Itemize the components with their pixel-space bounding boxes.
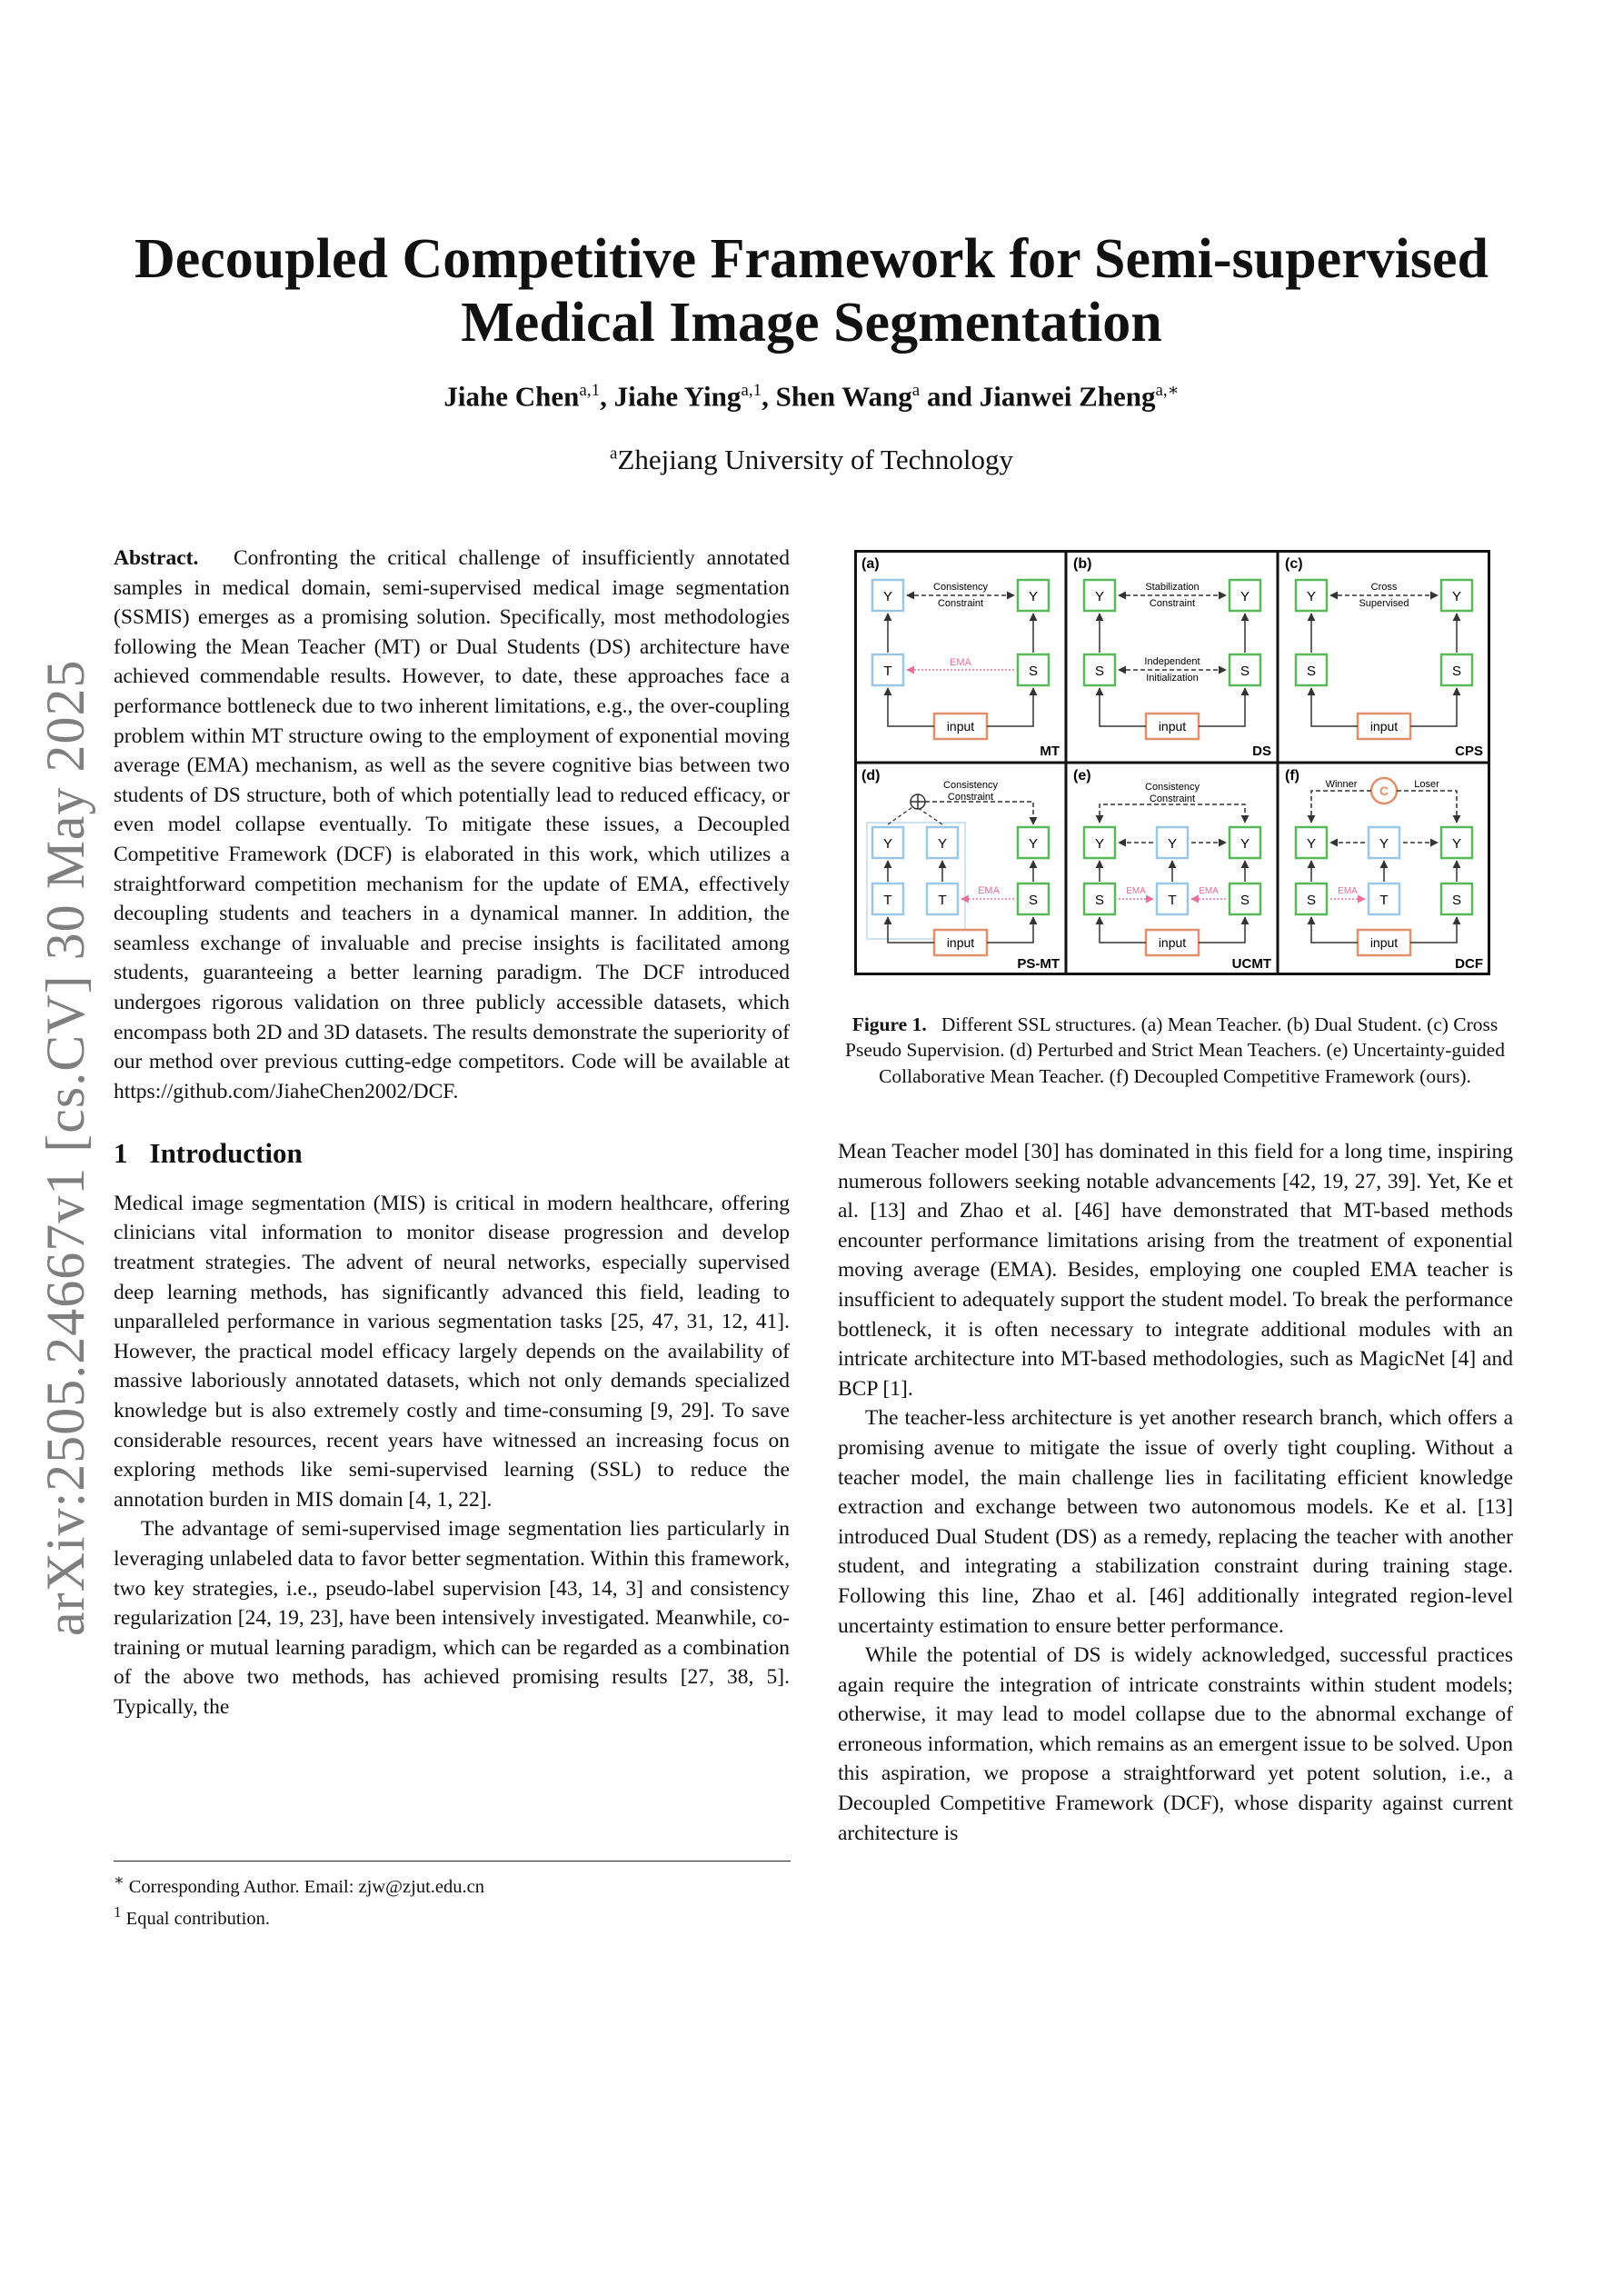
figure-caption (836, 1012, 1514, 1089)
author-sup: a,1 (579, 381, 601, 400)
section-number: 1 (114, 1137, 128, 1170)
panel-dcf (1285, 768, 1483, 972)
edge-label: Consistency (933, 582, 988, 593)
node-label: S (1306, 664, 1317, 679)
section-heading (114, 1139, 790, 1169)
edge-label: Consistency (1145, 782, 1200, 793)
ema-label: EMA (1338, 886, 1358, 896)
edge-label: Constraint (947, 792, 994, 803)
footnotes (114, 1868, 791, 1932)
y-box-label: Y (1028, 836, 1039, 852)
footnote-text: Equal contribution. (125, 1908, 270, 1929)
node-label: S (1306, 893, 1317, 908)
y-box-label: Y (1240, 589, 1250, 604)
paper-title (0, 227, 1623, 354)
author-list (0, 380, 1623, 413)
panel-name: CPS (1455, 744, 1483, 759)
author-sep: , (600, 380, 614, 413)
node-label: S (1028, 893, 1039, 908)
caption-label: Figure 1. (851, 1013, 927, 1035)
abstract-label: Abstract. (114, 546, 199, 570)
footnote-text: Corresponding Author. Email: zjw@zjut.edu.cn (128, 1876, 484, 1897)
edge-label: Initialization (1146, 673, 1199, 684)
node-label: T (1379, 893, 1389, 908)
panel-tag: (c) (1285, 556, 1303, 572)
panel-cps (1285, 556, 1483, 759)
footnote (114, 1900, 791, 1932)
edge-label: Loser (1414, 779, 1439, 790)
paragraph: The advantage of semi-supervised image segmentation lies particularly in leveraging unlabeled data to favor better segmentation. Within this framework, two key strategies, i.e., pseudo-label supervision [43, 14, 3] and consistency regularization [24, 19, 23], have been intensively investigated. Meanwhile, co-training or mutual learning paradigm, which can be regarded as a combination of the above two methods, has achieved promising results [27, 38, 5]. Typically, the (114, 1517, 790, 1719)
author-sup: a (911, 381, 921, 400)
y-box-label: Y (937, 836, 948, 852)
edge-label: Stabilization (1145, 582, 1200, 593)
edge-label: Winner (1325, 779, 1358, 790)
caption-text: Different SSL structures. (a) Mean Teacher. (b) Dual Student. (c) Cross Pseudo Supervision. (d) Perturbed and Strict Mean Teachers. (e) Uncertainty-guided Collaborative Mean Teacher. (f) Decoupled Competitive Framework (ours). (845, 1013, 1505, 1087)
y-box-label: Y (1094, 836, 1105, 852)
y-box-label: Y (1379, 836, 1389, 852)
ema-label: EMA (978, 885, 1000, 896)
node-label: S (1451, 893, 1462, 908)
edge-label: Constraint (937, 598, 984, 609)
figure-1 (854, 550, 1490, 975)
author-name: Jiahe Chen (443, 380, 580, 413)
author-sep: and (920, 380, 980, 413)
node-label: S (1240, 893, 1250, 908)
input-label: input (1158, 719, 1187, 734)
input-label: input (1158, 935, 1187, 950)
panel-tag: (e) (1073, 768, 1091, 784)
right-column (838, 1137, 1513, 1848)
edge-label: Constraint (1149, 794, 1196, 804)
edge-label: Cross (1370, 582, 1398, 593)
ema-label: EMA (1199, 886, 1219, 896)
node-label: T (883, 893, 892, 908)
author-name: Jianwei Zheng (979, 380, 1156, 413)
panel-tag: (f) (1285, 768, 1299, 784)
paragraph: Mean Teacher model [30] has dominated in this field for a long time, inspiring numerous followers seeking notable advancements [42, 19, 27, 39]. Yet, Ke et al. [13] and Zhao et al. [46] have demonstrated that MT-based methods encounter performance limitations arising from the treatment of exponential moving average (EMA). Besides, employing one coupled EMA teacher is insufficient to adequately support the student model. To break the performance bottleneck, it is often necessary to integrate additional modules with an intricate architecture into MT-based methodologies, such as MagicNet [4] and BCP [1]. (838, 1140, 1513, 1401)
panel-tag: (a) (861, 556, 880, 572)
title-line-2: Medical Image Segmentation (461, 292, 1162, 354)
author-sup: a,1 (741, 381, 762, 400)
ema-label: EMA (1126, 886, 1146, 896)
y-box-label: Y (1167, 836, 1178, 852)
y-box-label: Y (882, 589, 893, 604)
paragraph: Medical image segmentation (MIS) is critical in modern healthcare, offering clinicians vital information to monitor disease progression and develop treatment strategies. The advent of neural networks, especially supervised deep learning methods, has significantly advanced this field, leading to unparalleled performance in various segmentation tasks [25, 47, 31, 12, 41]. However, the practical model efficacy largely depends on the availability of massive laboriously annotated datasets, which not only demands specialized knowledge but is also extremely costly and time-consuming [9, 29]. To save considerable resources, recent years have witnessed an increasing focus on exploring methods like semi-supervised learning (SSL) to reduce the annotation burden in MIS domain [4, 1, 22]. (114, 1191, 790, 1512)
author-name: Shen Wang (775, 380, 912, 413)
y-box-label: Y (1306, 836, 1317, 852)
input-label: input (1369, 719, 1399, 734)
input-label: input (946, 719, 975, 734)
y-box-label: Y (1451, 589, 1462, 604)
panel-ucmt (1073, 768, 1271, 972)
arxiv-stamp: arXiv:2505.24667v1 [cs.CV] 30 May 2025 (35, 659, 95, 1636)
edge-label: Consistency (943, 780, 998, 791)
node-label: S (1094, 664, 1105, 679)
panel-ps-mt (861, 768, 1060, 972)
input-label: input (946, 935, 975, 950)
panel-tag: (b) (1073, 556, 1092, 572)
footnote-rule (114, 1861, 791, 1862)
node-label: T (1168, 893, 1177, 908)
node-label: T (883, 664, 892, 679)
y-box-label: Y (882, 836, 893, 852)
panel-name: DS (1252, 744, 1271, 759)
competition-node-label: C (1379, 784, 1389, 798)
y-box-label: Y (1028, 589, 1039, 604)
y-box-label: Y (1240, 836, 1250, 852)
edge-label: Supervised (1359, 598, 1409, 609)
ema-label: EMA (950, 657, 971, 668)
panel-name: MT (1040, 744, 1060, 759)
edge-label: Independent (1144, 656, 1200, 667)
node-label: S (1028, 664, 1039, 679)
author-sep: , (762, 380, 776, 413)
author-name: Jiahe Ying (613, 380, 742, 413)
node-label: T (938, 893, 947, 908)
paragraph: While the potential of DS is widely acknowledged, successful practices again require the integration of intricate constraints within student models; otherwise, it may lead to model collapse due to the abnormal exchange of erroneous information, which remains as an emergent issue to be solved. Upon this aspiration, we propose a straightforward yet potent solution, i.e., a Decoupled Competitive Framework (DCF), whose disparity against current architecture is (838, 1643, 1513, 1845)
figure-1-diagram (854, 550, 1490, 975)
panel-name: DCF (1455, 956, 1483, 972)
node-label: S (1451, 664, 1462, 679)
y-box-label: Y (1094, 589, 1105, 604)
title-line-1: Decoupled Competitive Framework for Semi-supervised (134, 228, 1489, 290)
paragraph: The teacher-less architecture is yet another research branch, which offers a promising avenue to mitigate the issue of overly tight coupling. Without a teacher model, the main challenge lies in facilitating efficient knowledge extraction and exchange between two autonomous models. Ke et al. [13] introduced Dual Student (DS) as a remedy, replacing the teacher with another student, and integrating a stabilization constraint during training stage. Following this line, Zhao et al. [46] additionally integrated region-level uncertainty estimation to ensure better performance. (838, 1406, 1513, 1638)
affiliation (0, 444, 1623, 476)
affiliation-text: Zhejiang University of Technology (617, 444, 1013, 475)
footnote-mark: 1 (114, 1902, 122, 1921)
edge-label: Constraint (1149, 598, 1196, 609)
panel-name: UCMT (1231, 956, 1271, 972)
panel-mt (861, 556, 1060, 759)
panel-tag: (d) (861, 768, 881, 784)
left-column (114, 544, 790, 1722)
y-box-label: Y (1451, 836, 1462, 852)
section-title: Introduction (149, 1137, 303, 1170)
affiliation-sup: a (610, 444, 618, 464)
footnote (114, 1868, 791, 1900)
author-sup: a,∗ (1155, 381, 1180, 400)
panel-name: PS-MT (1017, 956, 1060, 972)
abstract-text: Confronting the critical challenge of insufficiently annotated samples in medical domain, semi-supervised medical image segmentation (SSMIS) emerges as a promising solution. Specifically, most methodologies following the Mean Teacher (MT) or Dual Students (DS) architecture have achieved commendable results. However, to date, these approaches face a performance bottleneck due to two inherent limitations, e.g., the over-coupling problem within MT structure owing to the employment of exponential moving average (EMA) mechanism, as well as the severe cognitive bias between two students of DS structure, both of which potentially lead to reduced efficacy, or even model collapse eventually. To mitigate these issues, a Decoupled Competitive Framework (DCF) is elaborated in this work, which utilizes a straightforward competition mechanism for the update of EMA, effectively decoupling students and teachers in a dynamical manner. In addition, the seamless exchange of invaluable and precise insights is facilitated among students, guaranteeing a better learning paradigm. The DCF introduced undergoes rigorous validation on three publicly accessible datasets, which encompass both 2D and 3D datasets. The results demonstrate the superiority of our method over previous cutting-edge competitors. Code will be available at https://github.com/JiaheChen2002/DCF. (114, 546, 790, 1103)
footnote-mark: ∗ (114, 1872, 124, 1889)
panel-ds (1073, 556, 1271, 759)
node-label: S (1240, 664, 1250, 679)
node-label: S (1094, 893, 1105, 908)
y-box-label: Y (1306, 589, 1317, 604)
input-label: input (1369, 935, 1399, 950)
abstract (114, 544, 790, 1106)
